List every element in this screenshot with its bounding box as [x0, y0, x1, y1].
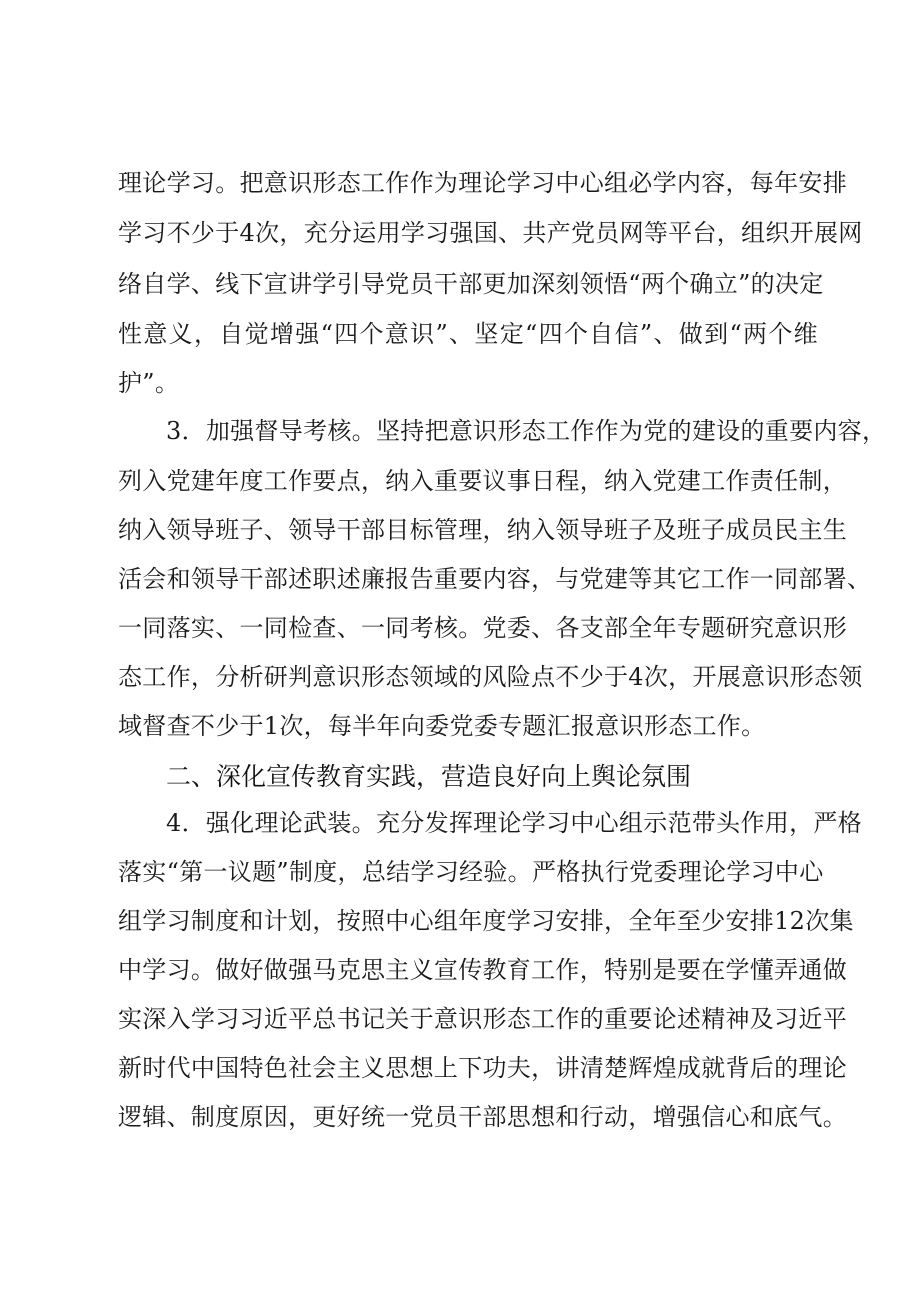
- paragraph-3-line-3: 纳入领导班子、领导干部目标管理，纳入领导班子及班子成员民主生: [118, 516, 847, 544]
- paragraph-3-line-4: 活会和领导干部述职述廉报告重要内容，与党建等其它工作一同部署、: [118, 565, 872, 593]
- paragraph-4-line-2: 落实“第一议题”制度，总结学习经验。严格执行党委理论学习中心: [118, 858, 824, 886]
- paragraph-4-line-7: 逻辑、制度原因，更好统一党员干部思想和行动，增强信心和底气。: [118, 1103, 847, 1131]
- paragraph-4-line-6: 新时代中国特色社会主义思想上下功夫，讲清楚辉煌成就背后的理论: [118, 1054, 847, 1082]
- paragraph-1-line-2: 学习不少于4次，充分运用学习强国、共产党员网等平台，组织开展网: [118, 219, 863, 247]
- paragraph-3-line-5: 一同落实、一同检查、一同考核。党委、各支部全年专题研究意识形: [118, 614, 847, 642]
- paragraph-1-line-4: 性意义，自觉增强“四个意识”、坚定“四个自信”、做到“两个维: [118, 320, 818, 348]
- paragraph-3-line-6: 态工作，分析研判意识形态领域的风险点不少于4次，开展意识形态领: [118, 663, 863, 691]
- paragraph-1-line-5: 护”。: [118, 369, 180, 397]
- paragraph-4-line-4: 中学习。做好做强马克思主义宣传教育工作，特别是要在学懂弄通做: [118, 956, 847, 984]
- paragraph-3-line-7: 域督查不少于1次，每半年向委党委专题汇报意识形态工作。: [118, 712, 766, 740]
- paragraph-1-line-1: 理论学习。把意识形态工作作为理论学习中心组必学内容，每年安排: [118, 169, 847, 197]
- paragraph-1-line-3: 络自学、线下宣讲学引导党员干部更加深刻领悟“两个确立”的决定: [118, 270, 824, 298]
- section-heading: 二、深化宣传教育实践，营造良好向上舆论氛围: [166, 762, 692, 791]
- paragraph-3-line-2: 列入党建年度工作要点，纳入重要议事日程，纳入党建工作责任制，: [118, 467, 847, 495]
- paragraph-4-line-3: 组学习制度和计划，按照中心组年度学习安排，全年至少安排12次集: [118, 907, 854, 935]
- paragraph-3-line-1: 3．加强督导考核。坚持把意识形态工作作为党的建设的重要内容，: [166, 417, 887, 445]
- paragraph-4-line-5: 实深入学习习近平总书记关于意识形态工作的重要论述精神及习近平: [118, 1005, 847, 1033]
- paragraph-4-line-1: 4．强化理论武装。充分发挥理论学习中心组示范带头作用，严格: [166, 809, 862, 837]
